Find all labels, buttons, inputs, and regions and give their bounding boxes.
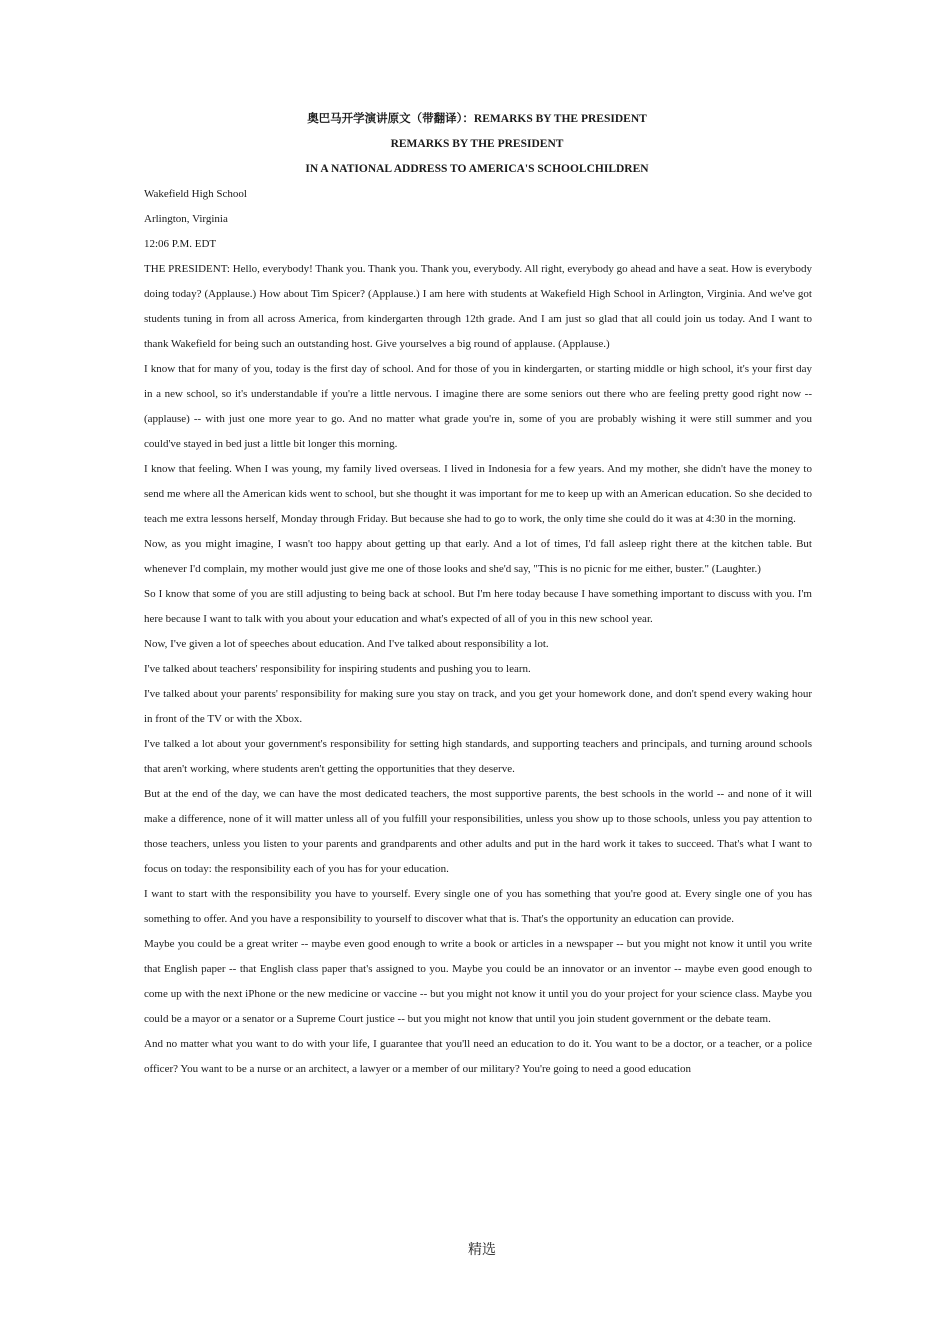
paragraph: I want to start with the responsibility you have to yourself. Every single one of you has something that you're good at. Every single one of you has something to offer. And you have a responsibility to yourself to discover what that is. That's the opportunity an education can provide. — [144, 888, 812, 925]
document-subtitle-2: IN A NATIONAL ADDRESS TO AMERICA'S SCHOOLCHILDREN — [305, 163, 649, 175]
paragraph: THE PRESIDENT: Hello, everybody! Thank you. Thank you. Thank you, everybody. All right, everybody go ahead and have a seat. How is everybody doing today? (Applause.) How about Tim Spicer? (Applause.) I am here with students at Wakefield High School in Arlington, Virginia. And we've got students tuning in from all across America, from kindergarten through 12th grade. And I am just so glad that all could join us today. And I want to thank Wakefield for being such an outstanding host. Give yourselves a big round of applause. (Applause.) — [144, 263, 812, 350]
paragraph: And no matter what you want to do with your life, I guarantee that you'll need an education to do it. You want to be a doctor, or a teacher, or a police officer? You want to be a nurse or an architect, a lawyer or a member of our military? You're going to need a good education — [144, 1038, 812, 1075]
paragraph: I know that for many of you, today is the first day of school. And for those of you in kindergarten, or starting middle or high school, it's your first day in a new school, so it's understandable if you're a little nervous. I imagine there are some seniors out there who are feeling pretty good right now -- (applause) -- with just one more year to go. And no matter what grade you're in, some of you are probably wishing it were still summer and you could've stayed in bed just a little bit longer this morning. — [144, 363, 812, 450]
document-subtitle: REMARKS BY THE PRESIDENT — [390, 138, 564, 150]
paragraph: Maybe you could be a great writer -- maybe even good enough to write a book or articles in a newspaper -- but you might not know it until you write that English paper -- that English class paper that's assigned to you. Maybe you could be an innovator or an inventor -- maybe even good enough to come up with the next iPhone or the new medicine or vaccine -- but you might not know it until you do your project for your science class. Maybe you could be a mayor or a senator or a Supreme Court justice -- but you might not know that until you join student government or the debate team. — [144, 938, 812, 1025]
paragraph: Now, I've given a lot of speeches about education. And I've talked about responsibility a lot. — [144, 638, 549, 650]
document-body — [144, 182, 812, 1082]
time-line: 12:06 P.M. EDT — [144, 238, 217, 250]
document-title: 奥巴马开学演讲原文（带翻译）：REMARKS BY THE PRESIDENT — [307, 113, 647, 125]
paragraph: Now, as you might imagine, I wasn't too happy about getting up that early. And a lot of times, I'd fall asleep right there at the kitchen table. But whenever I'd complain, my mother would just give me one of those looks and she'd say, "This is no picnic for me either, buster." (Laughter.) — [144, 538, 812, 575]
paragraph: So I know that some of you are still adjusting to being back at school. But I'm here today because I have something important to discuss with you. I'm here because I want to talk with you about your education and what's expected of all of you in this new school year. — [144, 588, 812, 625]
page-footer: 精选 — [468, 1242, 496, 1258]
title-block — [144, 107, 810, 182]
paragraph: But at the end of the day, we can have the most dedicated teachers, the most supportive parents, the best schools in the world -- and none of it will make a difference, none of it will matter unless all of you fulfill your responsibilities, unless you show up to those schools, unless you pay attention to those teachers, unless you listen to your parents and grandparents and other adults and put in the hard work it takes to succeed. That's what I want to focus on today: the responsibility each of you has for your education. — [144, 788, 812, 875]
paragraph: I've talked about your parents' responsibility for making sure you stay on track, and you get your homework done, and don't spend every waking hour in front of the TV or with the Xbox. — [144, 688, 812, 725]
paragraph: I've talked about teachers' responsibility for inspiring students and pushing you to learn. — [144, 663, 531, 675]
venue-line: Wakefield High School — [144, 188, 247, 200]
paragraph: I know that feeling. When I was young, my family lived overseas. I lived in Indonesia for a few years. And my mother, she didn't have the money to send me where all the American kids went to school, but she thought it was important for me to keep up with an American education. So she decided to teach me extra lessons herself, Monday through Friday. But because she had to go to work, the only time she could do it was at 4:30 in the morning. — [144, 463, 812, 525]
paragraph: I've talked a lot about your government's responsibility for setting high standards, and supporting teachers and principals, and turning around schools that aren't working, where students aren't getting the opportunities that they deserve. — [144, 738, 812, 775]
location-line: Arlington, Virginia — [144, 213, 228, 225]
